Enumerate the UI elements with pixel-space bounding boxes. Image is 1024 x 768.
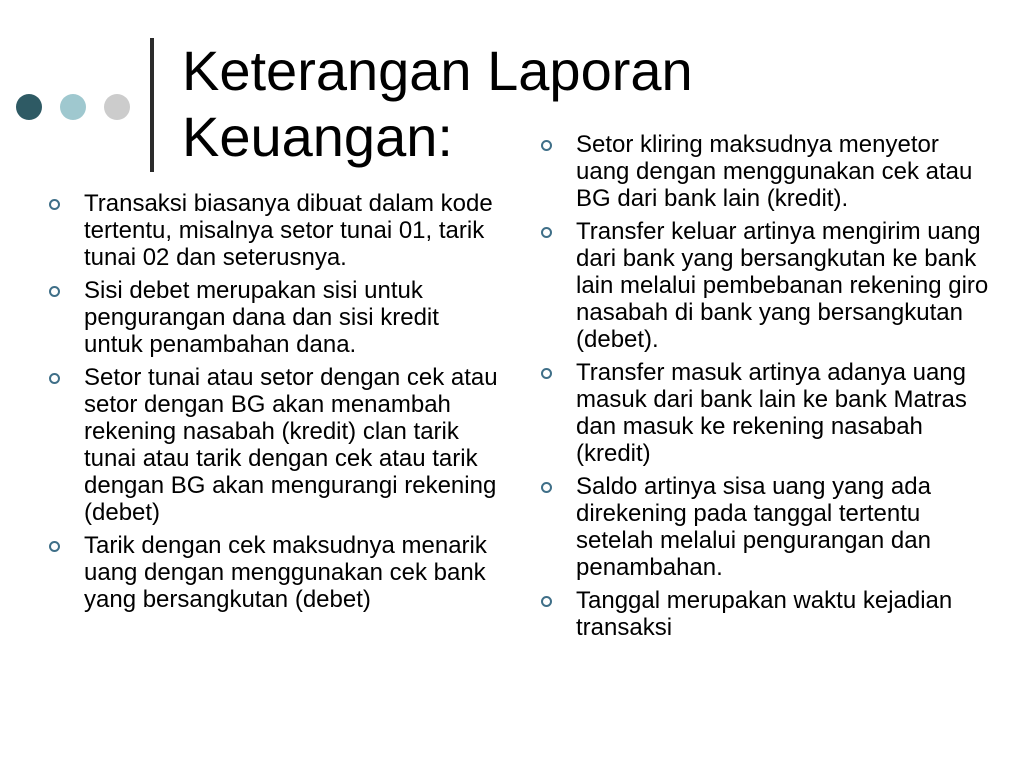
- bullet-circle-icon: [541, 482, 552, 493]
- dot-dark: [16, 94, 42, 120]
- bullet-item: [48, 190, 498, 271]
- bullet-circle-icon: [49, 286, 60, 297]
- right-bullet-list: [540, 131, 990, 647]
- bullet-circle-icon: [541, 596, 552, 607]
- bullet-circle-icon: [541, 140, 552, 151]
- bullet-item: [540, 473, 990, 581]
- slide-title: Keterangan Laporan Keuangan:: [182, 39, 693, 168]
- bullet-item: [540, 218, 990, 353]
- bullet-text: Sisi debet merupakan sisi untuk pengurangan dana dan sisi kredit untuk penambahan dana.: [84, 277, 439, 358]
- title-divider-bar: [150, 38, 154, 172]
- bullet-circle-icon: [49, 199, 60, 210]
- bullet-text: Transaksi biasanya dibuat dalam kode tertentu, misalnya setor tunai 01, tarik tunai 02 dan seterusnya.: [84, 190, 493, 271]
- bullet-text: Transfer masuk artinya adanya uang masuk dari bank lain ke bank Matras dan masuk ke rekening nasabah (kredit): [576, 359, 967, 467]
- decorative-dots: [16, 94, 130, 120]
- bullet-circle-icon: [49, 541, 60, 552]
- dot-gray: [104, 94, 130, 120]
- bullet-item: [48, 532, 498, 613]
- bullet-text: Transfer keluar artinya mengirim uang dari bank yang bersangkutan ke bank lain melalui pembebanan rekening giro nasabah di bank yang bersangkutan (debet).: [576, 218, 989, 353]
- bullet-item: [540, 131, 990, 212]
- bullet-item: [540, 587, 990, 641]
- bullet-circle-icon: [541, 227, 552, 238]
- dot-light-teal: [60, 94, 86, 120]
- bullet-item: [48, 277, 498, 358]
- bullet-item: [540, 359, 990, 467]
- left-bullet-list: [48, 190, 498, 619]
- bullet-circle-icon: [541, 368, 552, 379]
- bullet-text: Saldo artinya sisa uang yang ada direkening pada tanggal tertentu setelah melalui pengurangan dan penambahan.: [576, 473, 931, 581]
- bullet-circle-icon: [49, 373, 60, 384]
- bullet-text: Setor kliring maksudnya menyetor uang dengan menggunakan cek atau BG dari bank lain (kredit).: [576, 131, 973, 212]
- bullet-text: Tarik dengan cek maksudnya menarik uang dengan menggunakan cek bank yang bersangkutan (debet): [84, 532, 487, 613]
- bullet-item: [48, 364, 498, 526]
- bullet-text: Tanggal merupakan waktu kejadian transaksi: [576, 587, 953, 641]
- bullet-text: Setor tunai atau setor dengan cek atau setor dengan BG akan menambah rekening nasabah (kredit) clan tarik tunai atau tarik dengan cek atau tarik dengan BG akan mengurangi rekening (debet): [84, 364, 498, 526]
